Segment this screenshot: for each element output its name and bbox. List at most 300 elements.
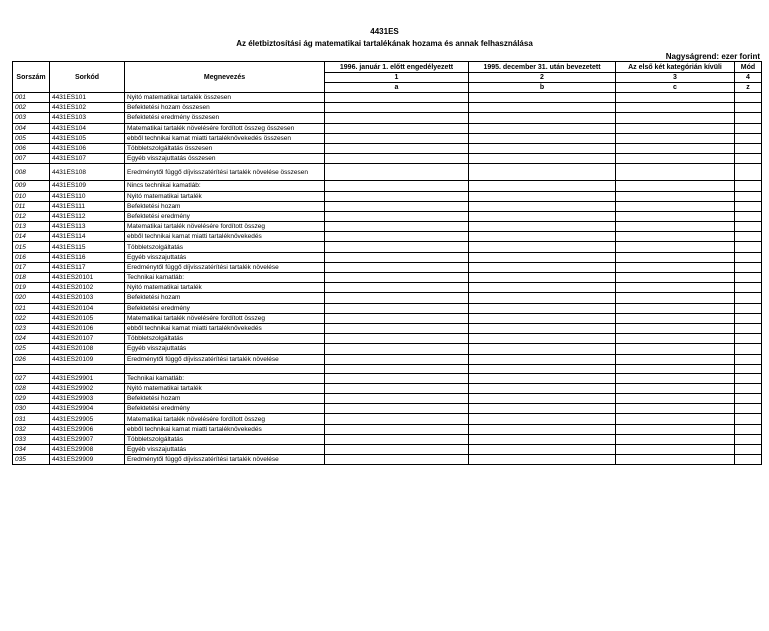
table-row [13,262,762,272]
row-code: 4431ES106 [50,143,125,153]
value-cell-z[interactable] [735,394,762,404]
value-cell-a[interactable] [325,154,469,164]
col-number-2: 2 [469,73,616,83]
table-row [13,133,762,143]
value-cell-z[interactable] [735,93,762,103]
value-cell-c[interactable] [616,283,735,293]
row-number: 034 [13,445,50,455]
row-number: 014 [13,232,50,242]
row-number: 018 [13,273,50,283]
value-cell-z[interactable] [735,354,762,364]
value-cell-c[interactable] [616,434,735,444]
value-cell-z[interactable] [735,143,762,153]
value-cell-a[interactable] [325,123,469,133]
value-cell-z[interactable] [735,303,762,313]
table-row [13,364,762,373]
row-code: 4431ES29906 [50,424,125,434]
row-name: Többletszolgáltatás összesen [125,143,325,153]
value-cell-b[interactable] [469,191,616,201]
col-header-4: Mód [735,62,762,73]
row-name: Többletszolgáltatás [125,334,325,344]
table-row [13,383,762,393]
value-cell-a[interactable] [325,394,469,404]
value-cell-z[interactable] [735,154,762,164]
row-name: Nincs technikai kamatláb: [125,181,325,191]
row-code: 4431ES20105 [50,313,125,323]
value-cell-b[interactable] [469,313,616,323]
value-cell-z[interactable] [735,242,762,252]
row-code: 4431ES29907 [50,434,125,444]
value-cell-z[interactable] [735,191,762,201]
value-cell-a[interactable] [325,232,469,242]
col-header-3: Az első két kategórián kívüli [616,62,735,73]
row-number: 011 [13,201,50,211]
value-cell-c[interactable] [616,113,735,123]
value-cell-b[interactable] [469,164,616,181]
table-row [13,424,762,434]
value-cell-a[interactable] [325,424,469,434]
row-name: Matematikai tartalék növelésére fordított összeg [125,222,325,232]
value-cell-b[interactable] [469,103,616,113]
value-cell-b[interactable] [469,424,616,434]
col-letter-c: c [616,83,735,93]
value-cell-c[interactable] [616,273,735,283]
value-cell-z[interactable] [735,383,762,393]
value-cell-b[interactable] [469,404,616,414]
col-header-1: 1996. január 1. előtt engedélyezett [325,62,469,73]
row-code: 4431ES101 [50,93,125,103]
value-cell-c[interactable] [616,222,735,232]
row-number: 022 [13,313,50,323]
value-cell-c[interactable] [616,323,735,333]
value-cell-b[interactable] [469,201,616,211]
value-cell-b[interactable] [469,414,616,424]
row-number: 003 [13,113,50,123]
value-cell-a[interactable] [325,354,469,364]
value-cell-a[interactable] [325,211,469,221]
row-code: 4431ES29908 [50,445,125,455]
value-cell-a[interactable] [325,252,469,262]
value-cell-a[interactable] [325,273,469,283]
row-code: 4431ES20106 [50,323,125,333]
value-cell-b[interactable] [469,293,616,303]
value-cell-b[interactable] [469,133,616,143]
value-cell-z[interactable] [735,344,762,354]
row-code: 4431ES29904 [50,404,125,414]
table-row [13,354,762,364]
value-cell-z[interactable] [735,434,762,444]
row-number: 029 [13,394,50,404]
value-cell-z[interactable] [735,323,762,333]
row-number: 019 [13,283,50,293]
value-cell-a[interactable] [325,181,469,191]
row-name: Eredménytől függő díjvisszatérítési tartalék növelése [125,354,325,364]
row-name: Egyéb visszajuttatás [125,252,325,262]
row-number: 017 [13,262,50,272]
value-cell-c[interactable] [616,424,735,434]
col-letter-b: b [469,83,616,93]
table-row [13,313,762,323]
value-cell-b[interactable] [469,283,616,293]
value-cell-z[interactable] [735,445,762,455]
table-row [13,445,762,455]
row-name: ebből technikai kamat miatti tartaléknövekedés [125,424,325,434]
value-cell-z[interactable] [735,133,762,143]
value-cell-z[interactable] [735,364,762,373]
value-cell-c[interactable] [616,344,735,354]
value-cell-c[interactable] [616,445,735,455]
value-cell-a[interactable] [325,262,469,272]
value-cell-c[interactable] [616,252,735,262]
row-name: Nyitó matematikai tartalék [125,383,325,393]
row-name: Befektetési hozam [125,201,325,211]
row-name: Befektetési eredmény [125,303,325,313]
row-code: 4431ES109 [50,181,125,191]
row-name: Befektetési eredmény [125,404,325,414]
row-code: 4431ES20103 [50,293,125,303]
value-cell-z[interactable] [735,123,762,133]
table-row [13,252,762,262]
value-cell-a[interactable] [325,133,469,143]
table-row [13,154,762,164]
table-row [13,232,762,242]
row-code: 4431ES108 [50,164,125,181]
value-cell-z[interactable] [735,414,762,424]
form-code: 4431ES [370,27,399,36]
row-name: Egyéb visszajuttatás [125,445,325,455]
value-cell-z[interactable] [735,424,762,434]
table-row [13,93,762,103]
value-cell-a[interactable] [325,93,469,103]
row-code: 4431ES113 [50,222,125,232]
table-row [13,404,762,414]
value-cell-b[interactable] [469,252,616,262]
value-cell-a[interactable] [325,143,469,153]
row-code: 4431ES115 [50,242,125,252]
row-number: 031 [13,414,50,424]
value-cell-z[interactable] [735,293,762,303]
value-cell-c[interactable] [616,201,735,211]
value-cell-b[interactable] [469,383,616,393]
table-row [13,414,762,424]
value-cell-z[interactable] [735,232,762,242]
value-cell-b[interactable] [469,344,616,354]
row-number [13,364,50,373]
value-cell-a[interactable] [325,242,469,252]
value-cell-b[interactable] [469,455,616,465]
value-cell-c[interactable] [616,373,735,383]
row-name: Befektetési eredmény összesen [125,113,325,123]
value-cell-a[interactable] [325,323,469,333]
row-number: 035 [13,455,50,465]
row-number: 026 [13,354,50,364]
value-cell-z[interactable] [735,262,762,272]
row-code: 4431ES20102 [50,283,125,293]
row-number: 021 [13,303,50,313]
value-cell-z[interactable] [735,252,762,262]
row-number: 008 [13,164,50,181]
value-cell-a[interactable] [325,113,469,123]
value-cell-c[interactable] [616,455,735,465]
value-cell-c[interactable] [616,262,735,272]
row-name: ebből technikai kamat miatti tartaléknövekedés összesen [125,133,325,143]
row-code: 4431ES20104 [50,303,125,313]
row-number: 006 [13,143,50,153]
table-row [13,181,762,191]
row-name [125,364,325,373]
row-number: 015 [13,242,50,252]
table-row [13,273,762,283]
value-cell-c[interactable] [616,123,735,133]
row-name: Matematikai tartalék növelésére fordított összeg összesen [125,123,325,133]
row-name: Egyéb visszajuttatás összesen [125,154,325,164]
row-name: Többletszolgáltatás [125,434,325,444]
value-cell-b[interactable] [469,93,616,103]
value-cell-b[interactable] [469,445,616,455]
row-name: Eredménytől függő díjvisszatérítési tartalék növelése összesen [125,164,325,181]
value-cell-z[interactable] [735,455,762,465]
row-name: Nyitó matematikai tartalék [125,191,325,201]
row-number: 002 [13,103,50,113]
value-cell-c[interactable] [616,394,735,404]
value-cell-c[interactable] [616,103,735,113]
row-number: 023 [13,323,50,333]
row-code: 4431ES103 [50,113,125,123]
col-number-4: 4 [735,73,762,83]
value-cell-b[interactable] [469,323,616,333]
table-row [13,303,762,313]
value-cell-c[interactable] [616,133,735,143]
value-cell-z[interactable] [735,201,762,211]
row-number: 004 [13,123,50,133]
table-row [13,455,762,465]
value-cell-z[interactable] [735,211,762,221]
table-row [13,113,762,123]
value-cell-c[interactable] [616,383,735,393]
value-cell-z[interactable] [735,334,762,344]
value-cell-c[interactable] [616,293,735,303]
value-cell-c[interactable] [616,414,735,424]
row-number: 033 [13,434,50,444]
value-cell-a[interactable] [325,445,469,455]
value-cell-c[interactable] [616,181,735,191]
value-cell-b[interactable] [469,354,616,364]
row-name: Többletszolgáltatás [125,242,325,252]
row-name: Matematikai tartalék növelésére fordított összeg [125,313,325,323]
value-cell-b[interactable] [469,181,616,191]
row-name: Nyitó matematikai tartalék [125,283,325,293]
row-code: 4431ES29901 [50,373,125,383]
table-row [13,434,762,444]
row-name: Technikai kamatláb: [125,273,325,283]
row-number: 009 [13,181,50,191]
row-code: 4431ES107 [50,154,125,164]
row-code: 4431ES20108 [50,344,125,354]
row-number: 001 [13,93,50,103]
value-cell-a[interactable] [325,303,469,313]
row-code: 4431ES29903 [50,394,125,404]
value-cell-z[interactable] [735,313,762,323]
unit-note: Nagyságrend: ezer forint [665,52,760,61]
value-cell-a[interactable] [325,364,469,373]
value-cell-a[interactable] [325,313,469,323]
table-row [13,164,762,181]
row-name: Befektetési eredmény [125,211,325,221]
value-cell-a[interactable] [325,455,469,465]
row-code: 4431ES29909 [50,455,125,465]
row-number: 007 [13,154,50,164]
row-number: 024 [13,334,50,344]
value-cell-c[interactable] [616,404,735,414]
row-number: 010 [13,191,50,201]
row-number: 025 [13,344,50,354]
row-code: 4431ES116 [50,252,125,262]
col-letter-a: a [325,83,469,93]
row-code: 4431ES20109 [50,354,125,364]
value-cell-c[interactable] [616,143,735,153]
value-cell-z[interactable] [735,103,762,113]
col-number-1: 1 [325,73,469,83]
value-cell-a[interactable] [325,383,469,393]
row-code: 4431ES29905 [50,414,125,424]
value-cell-a[interactable] [325,283,469,293]
value-cell-b[interactable] [469,211,616,221]
table-row [13,283,762,293]
value-cell-a[interactable] [325,404,469,414]
table-row [13,103,762,113]
row-number: 032 [13,424,50,434]
value-cell-c[interactable] [616,164,735,181]
row-number: 013 [13,222,50,232]
value-cell-b[interactable] [469,364,616,373]
row-name: Technikai kamatláb: [125,373,325,383]
row-name: Befektetési hozam összesen [125,103,325,113]
row-code: 4431ES29902 [50,383,125,393]
row-name: Eredménytől függő díjvisszatérítési tartalék növelése [125,455,325,465]
row-number: 028 [13,383,50,393]
value-cell-a[interactable] [325,293,469,303]
value-cell-z[interactable] [735,283,762,293]
value-cell-c[interactable] [616,93,735,103]
col-number-3: 3 [616,73,735,83]
value-cell-c[interactable] [616,232,735,242]
value-cell-z[interactable] [735,113,762,123]
col-letter-z: z [735,83,762,93]
table-row [13,123,762,133]
value-cell-c[interactable] [616,303,735,313]
table-row [13,344,762,354]
row-code: 4431ES102 [50,103,125,113]
value-cell-z[interactable] [735,164,762,181]
row-code: 4431ES112 [50,211,125,221]
table-row [13,211,762,221]
data-table [12,61,762,465]
row-number: 005 [13,133,50,143]
value-cell-b[interactable] [469,394,616,404]
value-cell-b[interactable] [469,232,616,242]
row-code: 4431ES104 [50,123,125,133]
value-cell-c[interactable] [616,354,735,364]
value-cell-a[interactable] [325,373,469,383]
row-name: Egyéb visszajuttatás [125,344,325,354]
value-cell-c[interactable] [616,191,735,201]
value-cell-c[interactable] [616,154,735,164]
row-number: 020 [13,293,50,303]
value-cell-z[interactable] [735,273,762,283]
form-title: Az életbiztosítási ág matematikai tartalékának hozama és annak felhasználása [236,39,533,48]
row-name: Nyitó matematikai tartalék összesen [125,93,325,103]
value-cell-a[interactable] [325,222,469,232]
value-cell-c[interactable] [616,242,735,252]
row-code: 4431ES111 [50,201,125,211]
value-cell-b[interactable] [469,303,616,313]
value-cell-b[interactable] [469,334,616,344]
row-code: 4431ES110 [50,191,125,201]
value-cell-b[interactable] [469,143,616,153]
value-cell-b[interactable] [469,373,616,383]
table-row [13,191,762,201]
value-cell-c[interactable] [616,211,735,221]
row-name: ebből technikai kamat miatti tartaléknövekedés [125,232,325,242]
value-cell-a[interactable] [325,201,469,211]
value-cell-a[interactable] [325,334,469,344]
value-cell-z[interactable] [735,404,762,414]
row-number: 030 [13,404,50,414]
table-row [13,143,762,153]
value-cell-a[interactable] [325,164,469,181]
table-row [13,201,762,211]
row-number: 012 [13,211,50,221]
value-cell-z[interactable] [735,181,762,191]
row-code: 4431ES20101 [50,273,125,283]
value-cell-b[interactable] [469,262,616,272]
row-code: 4431ES117 [50,262,125,272]
value-cell-c[interactable] [616,364,735,373]
row-number: 016 [13,252,50,262]
value-cell-b[interactable] [469,273,616,283]
col-header-sorszam: Sorszám [13,62,50,93]
value-cell-a[interactable] [325,344,469,354]
col-header-2: 1995. december 31. után bevezetett [469,62,616,73]
row-code: 4431ES114 [50,232,125,242]
value-cell-c[interactable] [616,313,735,323]
row-name: Matematikai tartalék növelésére fordított összeg [125,414,325,424]
table-row [13,293,762,303]
row-name: Befektetési hozam [125,394,325,404]
row-name: ebből technikai kamat miatti tartaléknövekedés [125,323,325,333]
value-cell-a[interactable] [325,414,469,424]
value-cell-b[interactable] [469,222,616,232]
value-cell-a[interactable] [325,434,469,444]
value-cell-a[interactable] [325,191,469,201]
value-cell-b[interactable] [469,434,616,444]
value-cell-c[interactable] [616,334,735,344]
value-cell-b[interactable] [469,123,616,133]
value-cell-b[interactable] [469,113,616,123]
table-row [13,373,762,383]
row-code: 4431ES20107 [50,334,125,344]
value-cell-b[interactable] [469,154,616,164]
row-number: 027 [13,373,50,383]
table-row [13,222,762,232]
value-cell-a[interactable] [325,103,469,113]
value-cell-z[interactable] [735,222,762,232]
table-row [13,394,762,404]
table-row [13,334,762,344]
value-cell-b[interactable] [469,242,616,252]
value-cell-z[interactable] [735,373,762,383]
row-name: Befektetési hozam [125,293,325,303]
